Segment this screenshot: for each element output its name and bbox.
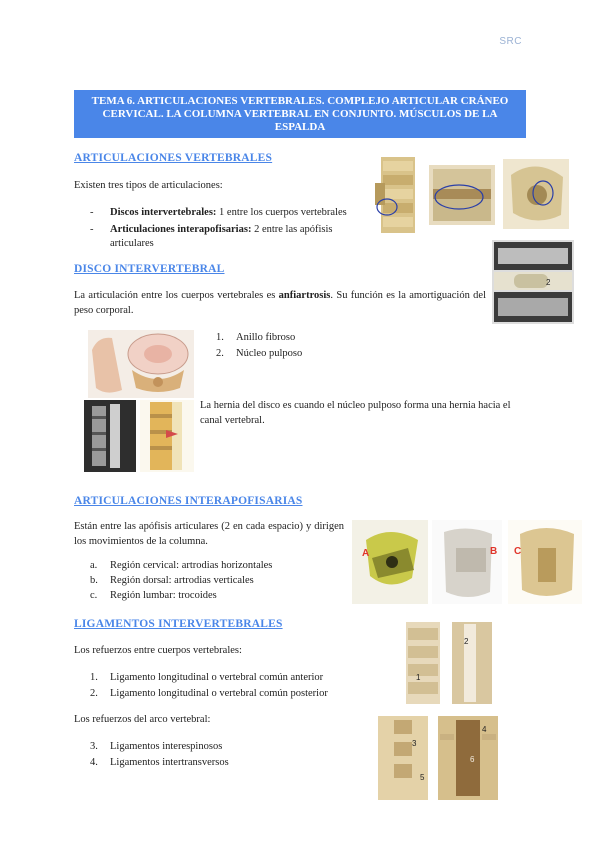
author-initials: SRC [499,36,522,47]
heading-disco-intervertebral: DISCO INTERVERTEBRAL [74,263,225,275]
sec4-paragraph-2: Los refuerzos del arco vertebral: [74,714,211,725]
heading-articulaciones-vertebrales: ARTICULACIONES VERTEBRALES [74,152,273,164]
list-item: - Articulaciones interapofisarias: 2 entre las apófisis articulares [88,223,366,251]
list-item: 2. Ligamento longitudinal o vertebral común posterior [90,688,328,699]
region-list [90,558,272,603]
list-item: 3. Ligamentos interespinosos [90,741,223,752]
interapofisarias-figure [352,518,582,606]
figure-label-1: 1 [416,673,421,682]
figure-label-c: C [514,546,522,557]
heading-articulaciones-interapofisarias: ARTICULACIONES INTERAPOFISARIAS [74,495,303,507]
figure-label-4: 4 [482,725,487,734]
list-item: a. Región cervical: artrodias horizontales [90,560,273,571]
list-item: 2. Núcleo pulposo [216,348,303,359]
list-item: b. Región dorsal: artrodias verticales [90,575,254,586]
list-item: 1. Anillo fibroso [216,332,296,343]
sec1-intro: Existen tres tipos de articulaciones: [74,180,223,191]
list-item: 4. Ligamentos intertransversos [90,757,229,768]
disc-section-figure [492,240,574,324]
disc-anatomy-figure [88,330,194,398]
hernia-text: La hernia del disco es cuando el núcleo pulposo forma una hernia hacia el canal vertebral. [200,400,511,426]
ligament-list-2 [90,739,229,771]
ligament-figure-bottom [374,712,502,804]
figure-label-2: 2 [464,637,469,646]
hernia-figure [84,400,194,472]
figure-label-3: 3 [412,739,417,748]
ligament-list-1 [90,670,328,702]
figure-label-a: A [362,548,370,559]
disc-parts-list [216,330,302,362]
list-item: c. Región lumbar: trocoides [90,590,217,601]
list-item: 1. Ligamento longitudinal o vertebral común anterior [90,672,324,683]
list-item: - Discos intervertebrales: 1 entre los cuerpos vertebrales [88,206,366,220]
figure-label-5: 5 [420,773,425,782]
figure-label-6: 6 [470,755,475,764]
sec2-paragraph: La articulación entre los cuerpos vertebrales es anfiartrosis. Su función es la amortiguación del peso corporal. [74,290,486,316]
sec4-paragraph-1: Los refuerzos entre cuerpos vertebrales: [74,645,242,656]
vertebrae-figure [371,155,573,237]
sec1-list [88,206,366,251]
page-title-text: TEMA 6. ARTICULACIONES VERTEBRALES. COMPLEJO ARTICULAR CRÁNEO CERVICAL. LA COLUMNA VERTEBRAL EN CONJUNTO. MÚSCULOS DE LA ESPALDA [91,94,509,133]
ligament-figure-top [396,618,498,708]
figure-label-b: B [490,546,498,557]
disc-figure-label: 2 [546,278,551,287]
sec3-paragraph: Están entre las apófisis articulares (2 en cada espacio) y dirigen los movimientos de la columna. [74,521,344,547]
page-title [74,90,526,138]
heading-ligamentos-intervertebrales: LIGAMENTOS INTERVERTEBRALES [74,618,283,630]
